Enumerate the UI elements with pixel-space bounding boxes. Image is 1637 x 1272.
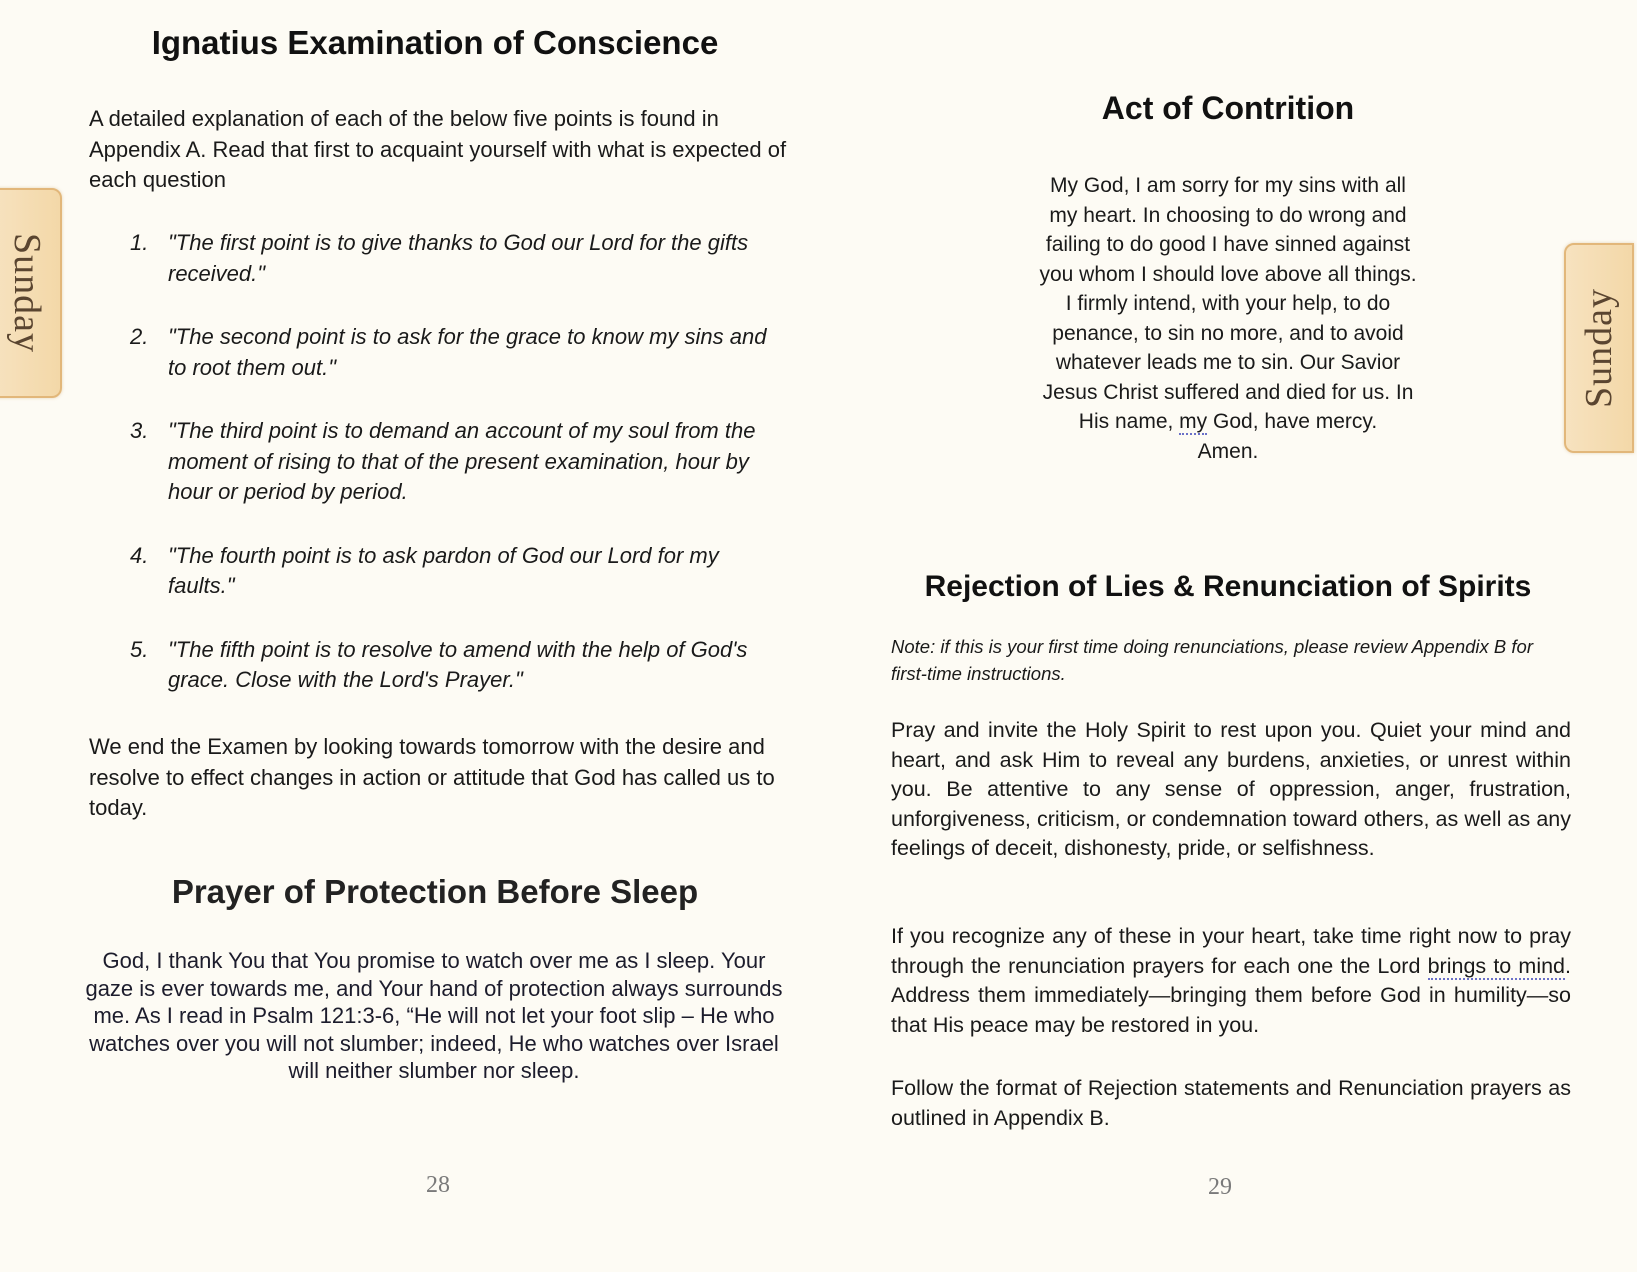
rejection-title: Rejection of Lies & Renunciation of Spirits: [924, 570, 1532, 603]
contrition-title: Act of Contrition: [1101, 90, 1355, 126]
rejection-note: Note: if this is your first time doing renunciations, please review Appendix B for first-time instructions.: [891, 636, 1533, 684]
sunday-tab-label: Sunday: [1578, 288, 1620, 408]
list-item: [120, 322, 790, 383]
rejection-follow-paragraph: Follow the format of Rejection statements and Renunciation prayers as outlined in Appendix B.: [891, 1076, 1571, 1130]
point-text: "The third point is to demand an account of my soul from the moment of rising to that of the present examination, hour by hour or period by period.: [168, 418, 756, 504]
list-item: [120, 541, 790, 602]
point-number: 2.: [130, 324, 149, 349]
point-text: "The first point is to give thanks to God our Lord for the gifts received.": [168, 230, 749, 286]
point-number: 4.: [130, 542, 149, 568]
grammar-underlined-phrase: brings to mind: [1427, 953, 1566, 978]
point-number: 3.: [130, 418, 149, 443]
sunday-tab-left[interactable]: [0, 188, 62, 398]
page-number-left: 28: [426, 1172, 450, 1198]
contrition-prayer-text: [1038, 171, 1418, 466]
left-page: [0, 0, 818, 1272]
right-page: [818, 0, 1637, 1272]
spelling-underlined-word: my: [1179, 410, 1208, 433]
contrition-amen: Amen.: [1197, 439, 1259, 463]
list-item: [120, 416, 790, 508]
examination-title: Ignatius Examination of Conscience: [151, 24, 719, 61]
list-item: [120, 635, 790, 696]
contrition-text-start: My God, I am sorry for my sins with all my heart. In choosing to do wrong and failing to do good I have sinned against you whom I should love above all things. I firmly intend, with your help, to do penance, to sin no more, and to avoid whatever leads me to sin. Our Savior Jesus Christ suffered and died for us. In His name,: [1039, 174, 1417, 433]
page-number-right: 29: [1208, 1174, 1232, 1200]
protection-title: Prayer of Protection Before Sleep: [171, 873, 699, 910]
examination-points-list: [120, 228, 790, 729]
recognize-text-end: . Address them immediately—bringing them before God in humility—so that His peace may be restored in you.: [891, 953, 1571, 1037]
recognize-text-start: If you recognize any of these in your heart, take time right now to pray through the renunciation prayers for each one the Lord: [891, 924, 1571, 978]
examination-closing: We end the Examen by looking towards tomorrow with the desire and resolve to effect changes in action or attitude that God has called us to today.: [89, 734, 775, 820]
rejection-pray-paragraph: Pray and invite the Holy Spirit to rest upon you. Quiet your mind and heart, and ask Him to reveal any burdens, anxieties, or unrest within you. Be attentive to any sense of oppression, anger, frustration, unforgiveness, criticism, or condemnation toward others, as well as any feelings of deceit, dishonesty, pride, or selfishness.: [891, 718, 1571, 860]
point-number: 1.: [130, 230, 149, 255]
rejection-recognize-paragraph: [891, 922, 1571, 1040]
point-text: "The second point is to ask for the grace to know my sins and to root them out.": [168, 324, 767, 380]
point-number: 5.: [130, 636, 149, 662]
point-text: "The fifth point is to resolve to amend with the help of God's grace. Close with the Lord's Prayer.": [168, 636, 748, 692]
sunday-tab-right[interactable]: [1564, 243, 1634, 453]
contrition-text-end: God, have mercy.: [1207, 410, 1378, 433]
protection-prayer-text: God, I thank You that You promise to watch over me as I sleep. Your gaze is ever towards me, and Your hand of protection always surrounds me. As I read in Psalm 121:3-6, “He will not let your foot slip – He who watches over you will not slumber; indeed, He who watches over Israel will neither slumber nor sleep.: [85, 948, 783, 1083]
point-text: "The fourth point is to ask pardon of God our Lord for my faults.": [168, 542, 719, 598]
examination-intro: A detailed explanation of each of the below five points is found in Appendix A. Read that first to acquaint yourself with what is expected of each question: [89, 106, 787, 192]
sunday-tab-label: Sunday: [6, 233, 48, 353]
list-item: [120, 228, 790, 289]
